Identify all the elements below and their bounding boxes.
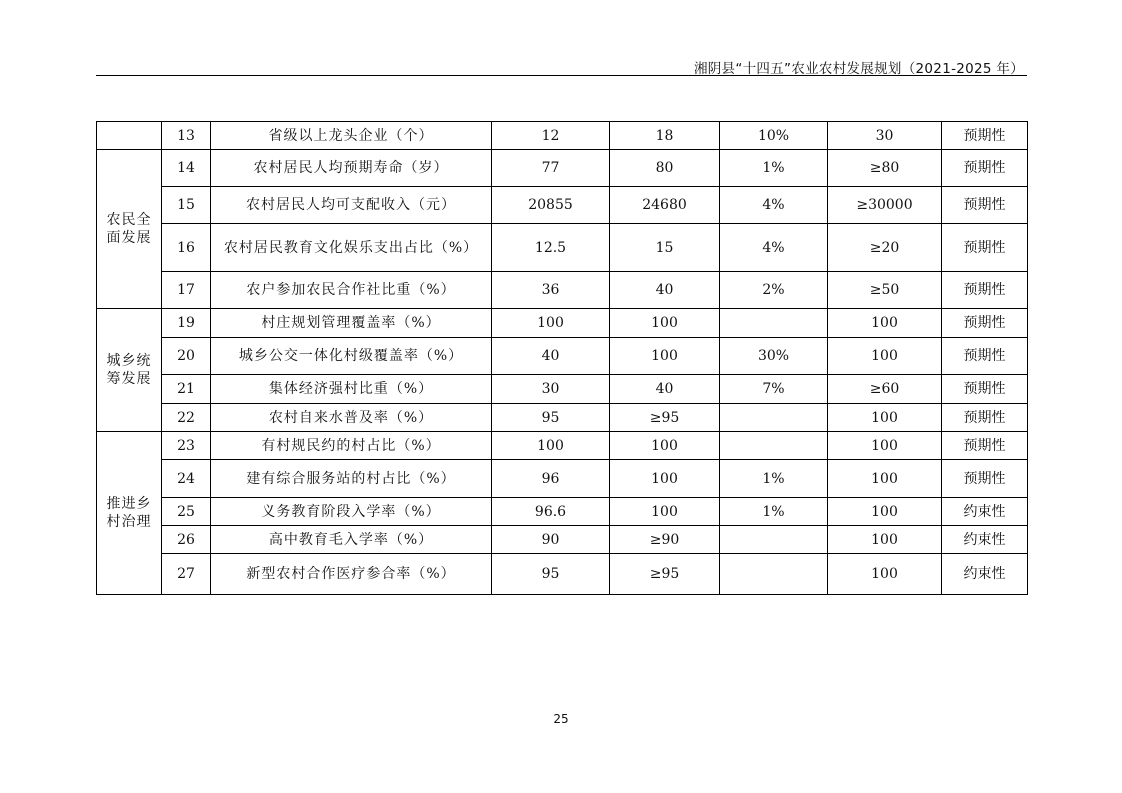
group-cell xyxy=(97,150,162,309)
group-label: 推进乡村治理 xyxy=(106,496,152,530)
indicator-table xyxy=(96,121,1028,595)
target-value: ≥95 xyxy=(610,554,720,595)
row-number: 26 xyxy=(162,526,211,554)
growth-value xyxy=(720,554,828,595)
growth-value: 4% xyxy=(720,224,828,272)
indicator-type: 预期性 xyxy=(942,460,1028,498)
indicator-name: 农村居民教育文化娱乐支出占比（%） xyxy=(211,224,492,272)
row-number: 21 xyxy=(162,375,211,404)
group-label: 城乡统筹发展 xyxy=(106,353,152,387)
growth-value xyxy=(720,526,828,554)
row-number: 16 xyxy=(162,224,211,272)
indicator-name: 有村规民约的村占比（%） xyxy=(211,432,492,460)
base-value: 96 xyxy=(492,460,610,498)
row-number: 15 xyxy=(162,187,211,224)
indicator-type: 约束性 xyxy=(942,498,1028,526)
row-number: 24 xyxy=(162,460,211,498)
indicator-name: 农村自来水普及率（%） xyxy=(211,404,492,432)
target-value: 40 xyxy=(610,375,720,404)
vision-value: 100 xyxy=(828,309,942,338)
target-value: 100 xyxy=(610,338,720,375)
target-value: 15 xyxy=(610,224,720,272)
table-row xyxy=(97,554,1028,595)
growth-value: 2% xyxy=(720,272,828,309)
base-value: 30 xyxy=(492,375,610,404)
target-value: 80 xyxy=(610,150,720,187)
indicator-name: 集体经济强村比重（%） xyxy=(211,375,492,404)
base-value: 96.6 xyxy=(492,498,610,526)
table-row xyxy=(97,375,1028,404)
page-number: 25 xyxy=(553,712,569,726)
table-row xyxy=(97,404,1028,432)
table-row xyxy=(97,122,1028,150)
target-value: 100 xyxy=(610,309,720,338)
vision-value: 100 xyxy=(828,432,942,460)
base-value: 95 xyxy=(492,554,610,595)
row-number: 23 xyxy=(162,432,211,460)
target-value: 100 xyxy=(610,432,720,460)
indicator-name: 城乡公交一体化村级覆盖率（%） xyxy=(211,338,492,375)
indicator-type: 预期性 xyxy=(942,375,1028,404)
table-row xyxy=(97,309,1028,338)
indicator-name: 农村居民人均预期寿命（岁） xyxy=(211,150,492,187)
growth-value: 1% xyxy=(720,460,828,498)
vision-value: 100 xyxy=(828,526,942,554)
indicator-name: 农户参加农民合作社比重（%） xyxy=(211,272,492,309)
row-number: 22 xyxy=(162,404,211,432)
vision-value: 100 xyxy=(828,498,942,526)
base-value: 90 xyxy=(492,526,610,554)
growth-value: 4% xyxy=(720,187,828,224)
base-value: 100 xyxy=(492,432,610,460)
row-number: 20 xyxy=(162,338,211,375)
header-divider xyxy=(96,75,1027,76)
row-number: 19 xyxy=(162,309,211,338)
indicator-type: 约束性 xyxy=(942,554,1028,595)
table-row xyxy=(97,460,1028,498)
base-value: 40 xyxy=(492,338,610,375)
vision-value: ≥20 xyxy=(828,224,942,272)
indicator-type: 预期性 xyxy=(942,122,1028,150)
target-value: 40 xyxy=(610,272,720,309)
indicator-name: 村庄规划管理覆盖率（%） xyxy=(211,309,492,338)
vision-value: ≥50 xyxy=(828,272,942,309)
document-header-title: 湘阴县“十四五”农业农村发展规划（2021-2025 年） xyxy=(693,61,1024,77)
growth-value xyxy=(720,404,828,432)
growth-value: 10% xyxy=(720,122,828,150)
target-value: ≥95 xyxy=(610,404,720,432)
base-value: 12 xyxy=(492,122,610,150)
table-row xyxy=(97,498,1028,526)
vision-value: ≥30000 xyxy=(828,187,942,224)
indicator-name: 建有综合服务站的村占比（%） xyxy=(211,460,492,498)
base-value: 20855 xyxy=(492,187,610,224)
row-number: 13 xyxy=(162,122,211,150)
indicator-type: 约束性 xyxy=(942,526,1028,554)
indicator-name: 农村居民人均可支配收入（元） xyxy=(211,187,492,224)
growth-value: 1% xyxy=(720,150,828,187)
group-label: 农民全面发展 xyxy=(106,212,152,246)
target-value: 24680 xyxy=(610,187,720,224)
indicator-type: 预期性 xyxy=(942,404,1028,432)
indicator-type: 预期性 xyxy=(942,338,1028,375)
growth-value: 30% xyxy=(720,338,828,375)
table-row xyxy=(97,526,1028,554)
growth-value xyxy=(720,432,828,460)
row-number: 27 xyxy=(162,554,211,595)
vision-value: 100 xyxy=(828,554,942,595)
group-cell xyxy=(97,309,162,432)
table-row xyxy=(97,187,1028,224)
indicator-type: 预期性 xyxy=(942,272,1028,309)
table-row xyxy=(97,338,1028,375)
table-row xyxy=(97,224,1028,272)
indicator-name: 义务教育阶段入学率（%） xyxy=(211,498,492,526)
table-row xyxy=(97,432,1028,460)
indicator-type: 预期性 xyxy=(942,309,1028,338)
table-row xyxy=(97,272,1028,309)
indicator-type: 预期性 xyxy=(942,187,1028,224)
target-value: 18 xyxy=(610,122,720,150)
row-number: 17 xyxy=(162,272,211,309)
base-value: 95 xyxy=(492,404,610,432)
table-row xyxy=(97,150,1028,187)
growth-value: 7% xyxy=(720,375,828,404)
base-value: 36 xyxy=(492,272,610,309)
indicator-name: 新型农村合作医疗参合率（%） xyxy=(211,554,492,595)
vision-value: ≥80 xyxy=(828,150,942,187)
group-cell xyxy=(97,432,162,595)
base-value: 12.5 xyxy=(492,224,610,272)
vision-value: ≥60 xyxy=(828,375,942,404)
vision-value: 100 xyxy=(828,460,942,498)
indicator-type: 预期性 xyxy=(942,432,1028,460)
target-value: 100 xyxy=(610,498,720,526)
target-value: ≥90 xyxy=(610,526,720,554)
target-value: 100 xyxy=(610,460,720,498)
vision-value: 100 xyxy=(828,338,942,375)
growth-value: 1% xyxy=(720,498,828,526)
vision-value: 30 xyxy=(828,122,942,150)
indicator-name: 高中教育毛入学率（%） xyxy=(211,526,492,554)
vision-value: 100 xyxy=(828,404,942,432)
row-number: 14 xyxy=(162,150,211,187)
base-value: 100 xyxy=(492,309,610,338)
row-number: 25 xyxy=(162,498,211,526)
indicator-type: 预期性 xyxy=(942,150,1028,187)
indicator-name: 省级以上龙头企业（个） xyxy=(211,122,492,150)
group-cell xyxy=(97,122,162,150)
indicator-type: 预期性 xyxy=(942,224,1028,272)
base-value: 77 xyxy=(492,150,610,187)
growth-value xyxy=(720,309,828,338)
